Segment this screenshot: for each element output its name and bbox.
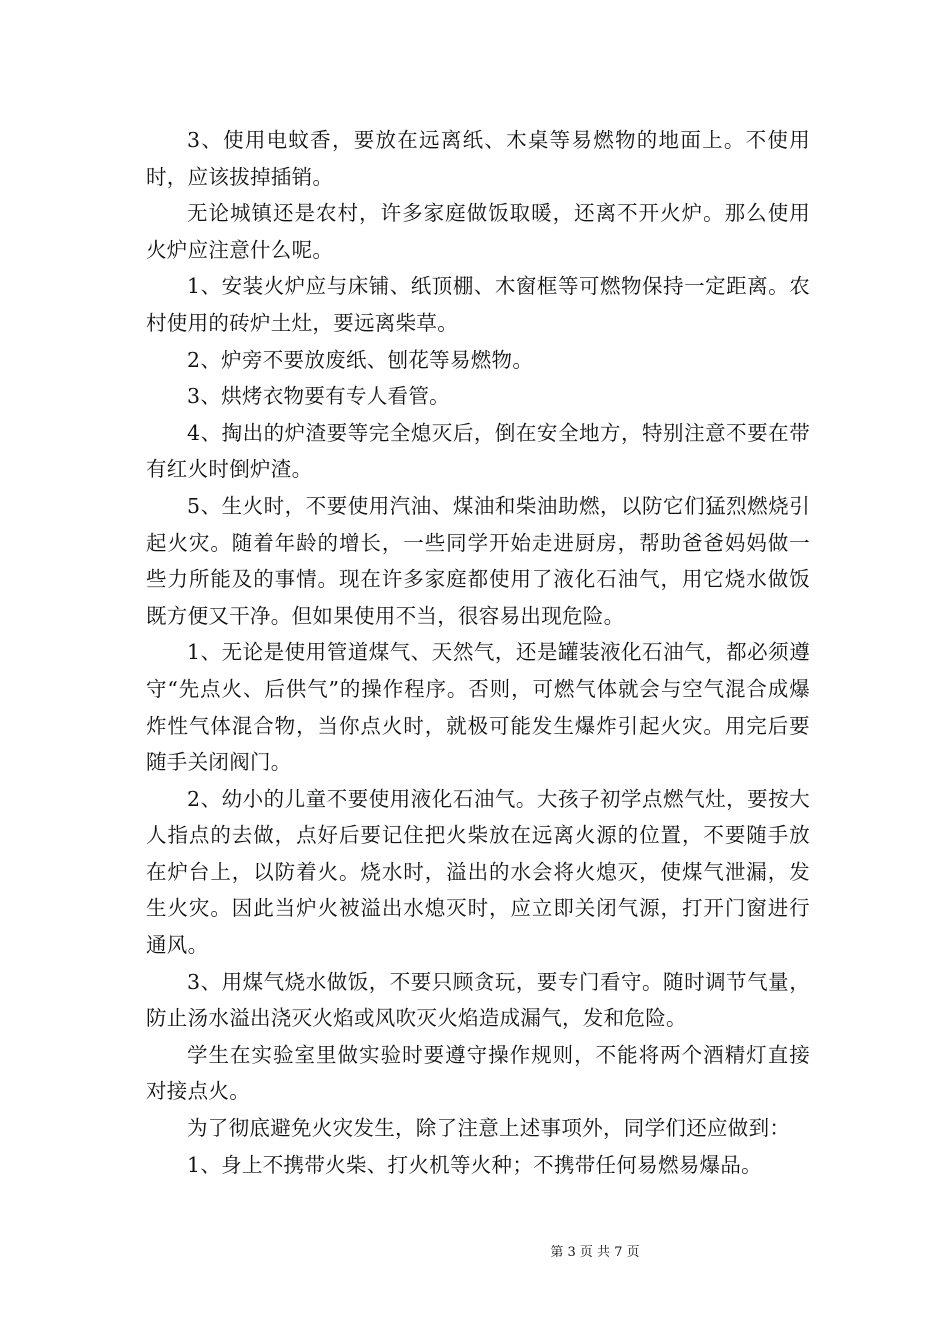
paragraph: 2、幼小的儿童不要使用液化石油气。大孩子初学点燃气灶，要按大人指点的去做，点好后要记住把火柴放在远离火源的位置，不要随手放在炉台上，以防着火。烧水时，溢出的水会将火熄灭，使煤气泄漏，发生火灾。因此当炉火被溢出水熄灭时，应立即关闭气源，打开门窗进行通风。: [146, 786, 810, 958]
page-footer: [0, 1244, 950, 1262]
paragraph: 学生在实验室里做实验时要遵守操作规则，不能将两个酒精灯直接对接点火。: [146, 1042, 810, 1104]
paragraph: 5、生火时，不要使用汽油、煤油和柴油助燃，以防它们猛烈燃烧引起火灾。随着年龄的增长，一些同学开始走进厨房，帮助爸爸妈妈做一些力所能及的事情。现在许多家庭都使用了液化石油气，用它烧水做饭既方便又干净。但如果使用不当，很容易出现危险。: [146, 493, 810, 628]
paragraph: 无论城镇还是农村，许多家庭做饭取暖，还离不开火炉。那么使用火炉应注意什么呢。: [146, 201, 810, 262]
paragraph: 3、使用电蚊香，要放在远离纸、木桌等易燃物的地面上。不使用时，应该拔掉插销。: [146, 128, 810, 189]
paragraph: 为了彻底避免火灾发生，除了注意上述事项外，同学们还应做到：: [187, 1116, 791, 1141]
paragraph: 1、身上不携带火柴、打火机等火种；不携带任何易燃易爆品。: [187, 1152, 762, 1177]
paragraph: 1、无论是使用管道煤气、天然气，还是罐装液化石油气，都必须遵守“先点火、后供气”的操作程序。否则，可燃气体就会与空气混合成爆炸性气体混合物，当你点火时，就极可能发生爆炸引起火灾。用完后要随手关闭阀门。: [146, 640, 810, 775]
paragraph: 2、炉旁不要放废纸、刨花等易燃物。: [187, 347, 534, 372]
paragraph: 4、掏出的炉渣要等完全熄灭后，倒在安全地方，特别注意不要在带有红火时倒炉渣。: [146, 420, 810, 482]
paragraph: 1、安装火炉应与床铺、纸顶棚、木窗框等可燃物保持一定距离。农村使用的砖炉土灶，要远离柴草。: [146, 274, 810, 335]
document-body: [146, 122, 810, 1183]
paragraph: 3、烘烤衣物要有专人看管。: [187, 384, 450, 409]
paragraph: 3、用煤气烧水做饭，不要只顾贪玩，要专门看守。随时调节气量，防止汤水溢出浇灭火焰或风吹灭火焰造成漏气，发和危险。: [146, 969, 810, 1031]
page-number-indicator: 第 3 页 共 7 页: [550, 1245, 640, 1260]
